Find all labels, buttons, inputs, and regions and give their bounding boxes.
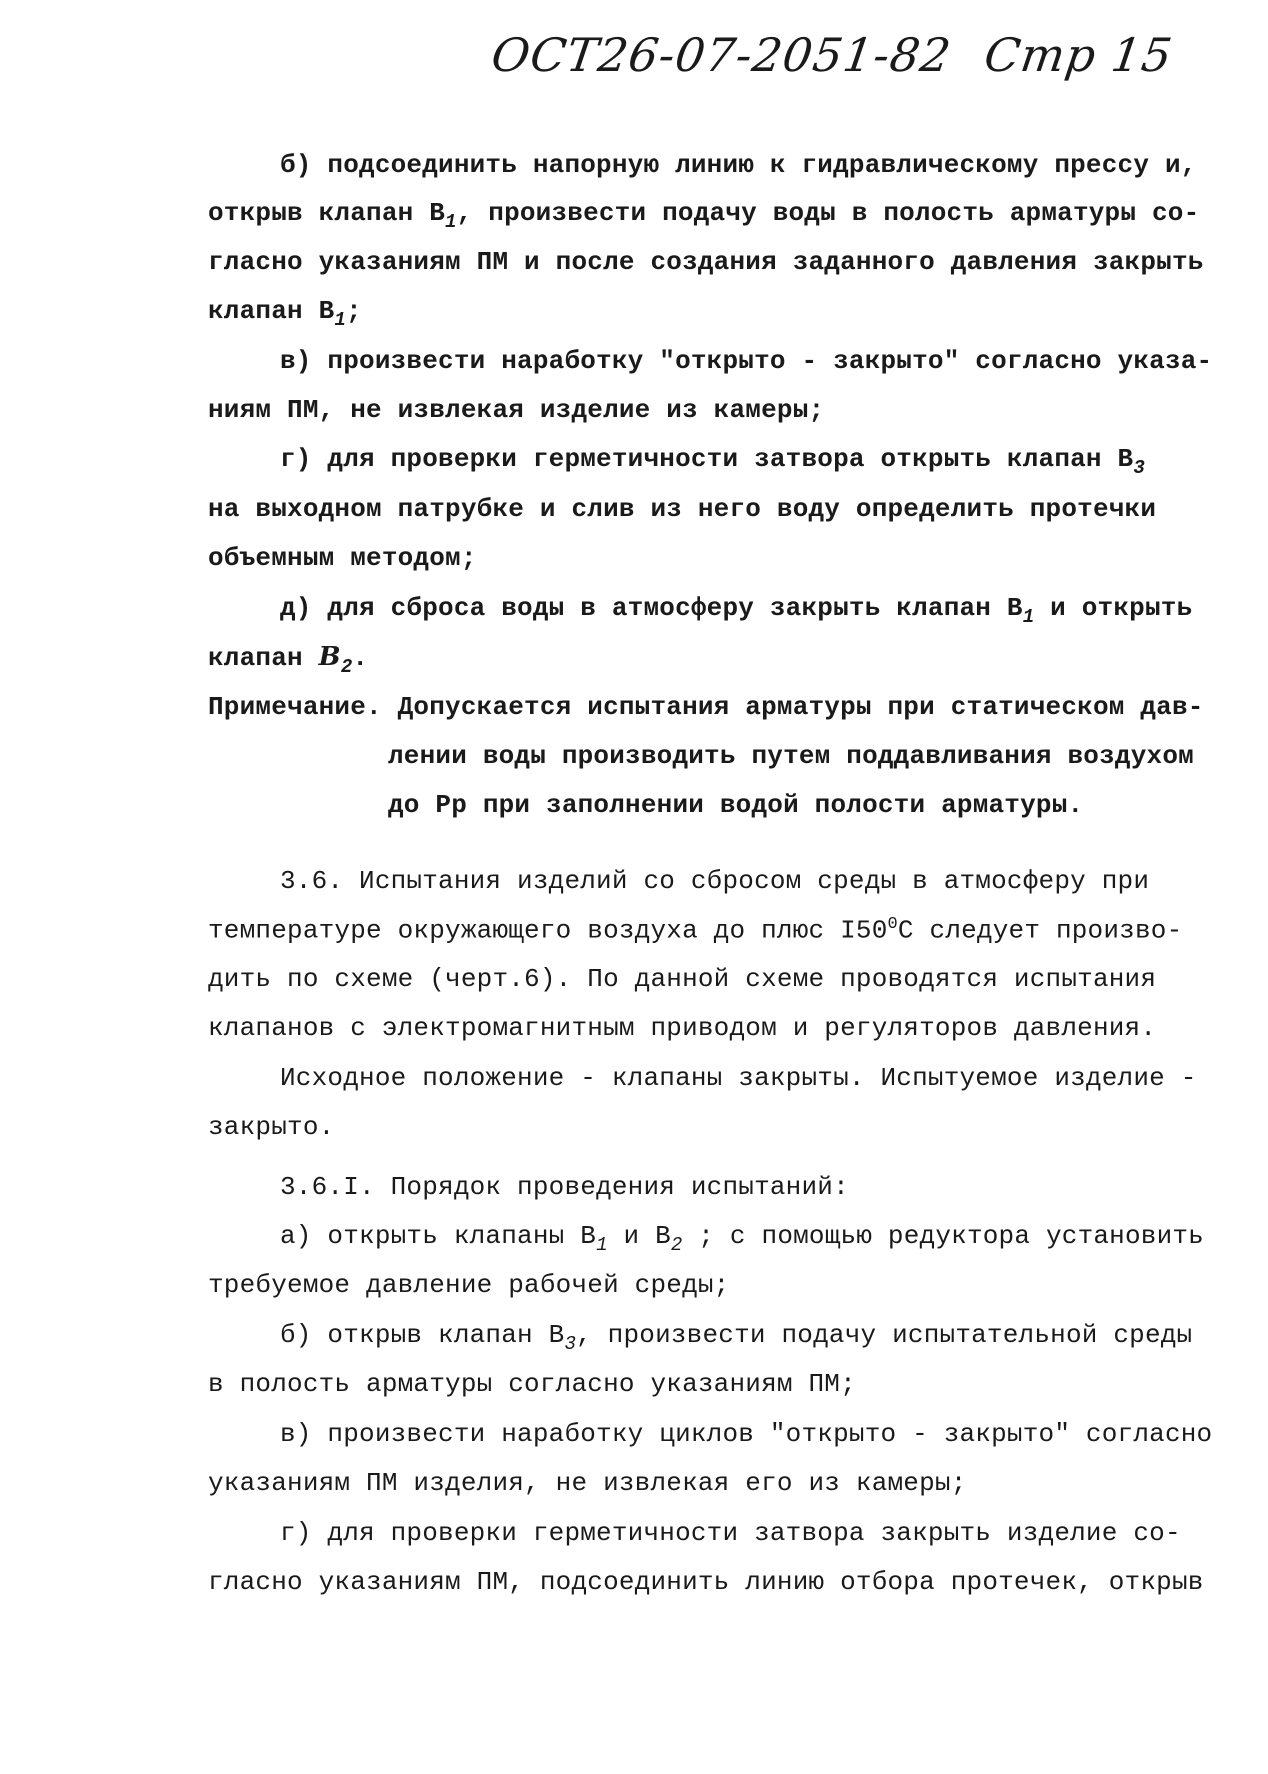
text-line: гласно указаниям ПМ, подсоединить линию отбора протечек, открыв xyxy=(208,1567,1204,1597)
note-line: Примечание. Допускается испытания арматуры при статическом дав- xyxy=(208,692,1204,722)
text-line: гласно указаниям ПМ и после создания заданного давления закрыть xyxy=(208,247,1204,277)
text-line: температуре окружающего воздуха до плюс $I50^0С$ следует произво- xyxy=(208,915,1183,946)
text-line: г) для проверки герметичности затвора закрыть изделие со- xyxy=(280,1518,1181,1548)
text-line: в полость арматуры согласно указаниям ПМ; xyxy=(208,1369,856,1399)
note-line: до Рр при заполнении водой полости арматуры. xyxy=(388,790,1084,820)
text-line: а) открыть клапаны $В_1$ и $В_2$ ; с помощью редуктора установить xyxy=(280,1221,1204,1256)
text-line: б) открыв клапан $В_3$, произвести подачу испытательной среды xyxy=(280,1320,1193,1355)
text-line: дить по схеме (черт.6). По данной схеме проводятся испытания xyxy=(208,964,1157,994)
page-number: Стр 15 xyxy=(980,28,1176,82)
text-line: требуемое давление рабочей среды; xyxy=(208,1270,730,1300)
subsection-heading: 3.6.I. Порядок проведения испытаний: xyxy=(280,1172,849,1202)
page-header xyxy=(488,28,1176,82)
text-line: клапанов с электромагнитным приводом и регуляторов давления. xyxy=(208,1013,1157,1043)
text-line: д) для сброса воды в атмосферу закрыть клапан $В_1$ и открыть xyxy=(280,593,1193,628)
text-line: ниям ПМ, не извлекая изделие из камеры; xyxy=(208,395,825,425)
text-line: в) произвести наработку циклов "открыто - закрыто" согласно xyxy=(280,1419,1213,1449)
text-line: открыв клапан $В_1$, произвести подачу воды в полость арматуры со- xyxy=(208,198,1200,233)
text-line: клапан $В_1$; xyxy=(208,296,362,331)
text-line: указаниям ПМ изделия, не извлекая его из камеры; xyxy=(208,1468,967,1498)
text-line: Исходное положение - клапаны закрыты. Испытуемое изделие - xyxy=(280,1063,1197,1093)
section-heading: 3.6. Испытания изделий со сбросом среды в атмосферу при xyxy=(280,866,1150,896)
text-line: б) подсоединить напорную линию к гидравлическому прессу и, xyxy=(280,150,1197,180)
note-line: лении воды производить путем поддавливания воздухом xyxy=(388,741,1194,771)
text-line: на выходном патрубке и слив из него воду определить протечки xyxy=(208,494,1157,524)
text-line: объемным методом; xyxy=(208,543,477,573)
text-line: г) для проверки герметичности затвора открыть клапан $В_3$ xyxy=(280,444,1145,479)
text-line: клапан $В_2$. xyxy=(208,642,369,678)
text-line: в) произвести наработку "открыто - закрыто" согласно указа- xyxy=(280,346,1213,376)
document-code: ОСТ26-07-2051-82 xyxy=(487,28,955,82)
text-line: закрыто. xyxy=(208,1112,335,1142)
